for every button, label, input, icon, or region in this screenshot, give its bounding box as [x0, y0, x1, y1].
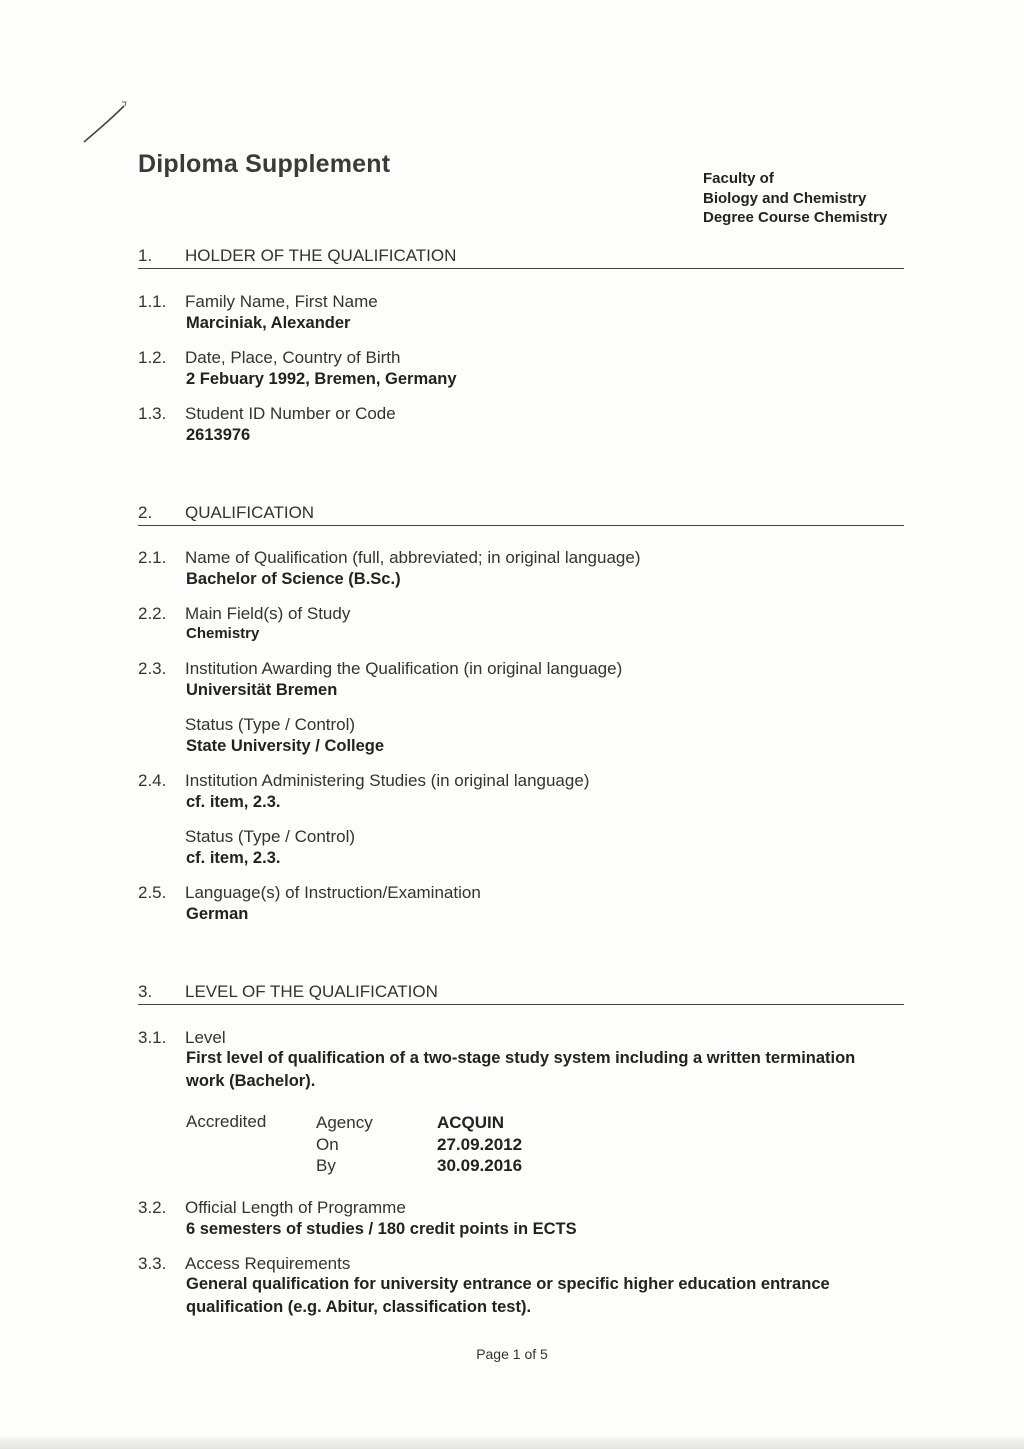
item-number: 3.3. [138, 1254, 167, 1273]
item-value: Chemistry [186, 625, 260, 642]
item-number: 2.2. [138, 604, 167, 623]
item-value: 2 Febuary 1992, Bremen, Germany [186, 370, 457, 388]
item-number: 1.2. [138, 348, 167, 367]
section-heading [138, 246, 904, 269]
item-label: Status (Type / Control) [185, 827, 356, 846]
faculty-line: Biology and Chemistry [703, 189, 867, 207]
item-value: General qualification for university entrance or specific higher education entrance qualification (e.g. Abitur, classification test). [186, 1275, 830, 1316]
item-number: 3.1. [138, 1028, 167, 1047]
item-label: Access Requirements [185, 1254, 351, 1273]
item-label: Institution Awarding the Qualification (in original language) [185, 659, 623, 678]
accreditation-values [437, 1112, 522, 1177]
accreditation-key: Agency [316, 1113, 373, 1132]
item-number: 2.1. [138, 548, 167, 567]
accreditation-value: ACQUIN [437, 1113, 505, 1132]
item-number: 2.4. [138, 771, 167, 790]
item-label: Status (Type / Control) [185, 715, 356, 734]
item-number: 2.3. [138, 659, 167, 678]
item-value: 6 semesters of studies / 180 credit points in ECTS [186, 1220, 577, 1238]
accreditation-key: On [316, 1134, 339, 1154]
accreditation-keys [316, 1112, 373, 1177]
item-number: 1.1. [138, 292, 167, 311]
section-heading [138, 503, 904, 526]
page-number: Page 1 of 5 [476, 1346, 548, 1362]
item-label: Date, Place, Country of Birth [185, 348, 401, 367]
item-value: First level of qualification of a two-stage study system including a written termination work (Bachelor). [186, 1049, 856, 1090]
pen-stroke-mark [80, 98, 140, 148]
item-value: State University / College [186, 737, 385, 755]
item-number: 1.3. [138, 404, 167, 423]
item-label: Main Field(s) of Study [185, 604, 351, 623]
item-value: Bachelor of Science (B.Sc.) [186, 570, 401, 588]
section-title: LEVEL OF THE QUALIFICATION [185, 982, 438, 1001]
item-label: Official Length of Programme [185, 1198, 406, 1217]
section-title: QUALIFICATION [185, 503, 315, 522]
section-number: 2. [138, 503, 153, 522]
section-number: 3. [138, 982, 153, 1001]
item-label: Student ID Number or Code [185, 404, 396, 423]
faculty-line: Degree Course Chemistry [703, 209, 888, 226]
document-title: Diploma Supplement [138, 150, 391, 178]
scan-edge [0, 1435, 1024, 1449]
section-number: 1. [138, 246, 153, 265]
faculty-block [703, 169, 887, 228]
section-heading [138, 982, 904, 1005]
item-number: 3.2. [138, 1198, 167, 1217]
accreditation-value: 27.09.2012 [437, 1134, 523, 1154]
item-value: 2613976 [186, 426, 251, 444]
item-value: Marciniak, Alexander [186, 314, 351, 332]
item-value: German [186, 905, 249, 923]
item-label: Name of Qualification (full, abbreviated; in original language) [185, 548, 641, 567]
item-label: Language(s) of Instruction/Examination [185, 883, 481, 902]
accreditation-label: Accredited [186, 1112, 267, 1131]
item-value: cf. item, 2.3. [186, 793, 281, 811]
item-value: Universität Bremen [186, 681, 338, 699]
faculty-line: Faculty of [703, 170, 774, 187]
accreditation-value: 30.09.2016 [437, 1156, 523, 1175]
section-title: HOLDER OF THE QUALIFICATION [185, 246, 457, 265]
item-value: cf. item, 2.3. [186, 849, 281, 867]
item-number: 2.5. [138, 883, 167, 902]
item-label: Institution Administering Studies (in original language) [185, 771, 590, 790]
item-label: Level [185, 1028, 226, 1047]
accreditation-key: By [316, 1156, 336, 1175]
item-label: Family Name, First Name [185, 292, 378, 311]
